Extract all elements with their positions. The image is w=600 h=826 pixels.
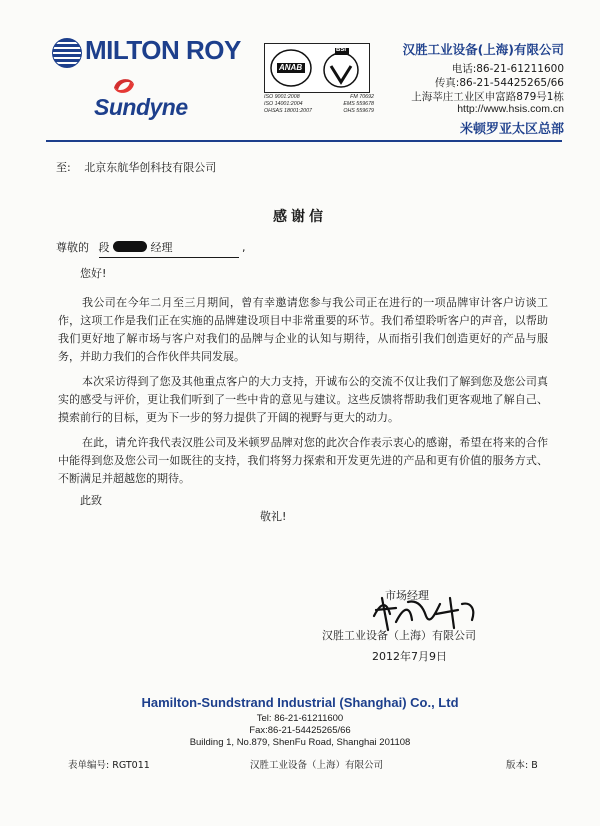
salutation (56, 239, 246, 258)
signer-company: 汉胜工业设备（上海）有限公司 (322, 629, 476, 642)
salutation-name: 段 (98, 241, 110, 254)
region-headquarters: 米顿罗亚太区总部 (459, 122, 564, 137)
milton-roy-logo (52, 35, 252, 68)
version: 版本: B (506, 760, 538, 771)
company-address: 上海莘庄工业区申富路879号1栋 (411, 91, 564, 103)
paragraph-1: 我公司在今年二月至三月期间，曾有幸邀请您参与我公司正在进行的一项品牌审计客户访谈工作，这项工作是我们正在实施的品牌建设项目中非常重要的环节。我们希望聆听客户的声音，以帮助我们更好地了解市场与客户对我们的品牌与企业的认知与期待，从而指引我们创造更好的产品与服务，并助力我们的合作伙伴共同发展。 (58, 296, 548, 363)
footer-company-en: Hamilton-Sundstrand Industrial (Shanghai) Co., Ltd (141, 695, 459, 710)
recipient-company: 北京东航华创科技有限公司 (84, 161, 217, 174)
sundyne-logo (90, 74, 210, 124)
recipient-label: 至: (56, 161, 71, 174)
paragraph-2: 本次采访得到了您及其他重点客户的大力支持，开诚布公的交流不仅让我们了解到您及您公司真实的感受与评价，更让我们听到了一些中肯的意见与建议。这些反馈将帮助我们更客观地了解自己、摸索前行的目标，更为下一步的努力提供了开阔的视野与更大的动力。 (58, 375, 548, 424)
phone-number: 电话:86-21-61211600 (451, 63, 564, 75)
milton-roy-wordmark: MILTON ROY (85, 35, 241, 65)
form-number: 表单编号: RGT011 (68, 760, 150, 771)
cert-row: OHSAS 18001:2007 OHS 559679 (264, 108, 374, 114)
company-name-cn: 汉胜工业设备(上海)有限公司 (402, 42, 564, 57)
certification-logos (264, 43, 370, 93)
footer-company-cn: 汉胜工业设备（上海）有限公司 (250, 760, 384, 771)
salutation-prefix: 尊敬的 (56, 241, 89, 254)
letter-date: 2012年7月9日 (372, 650, 447, 663)
bsi-label: BSI (336, 47, 347, 53)
fax-number: 传真:86-21-54425265/66 (434, 77, 564, 89)
closing-2: 敬礼! (260, 510, 287, 523)
salutation-suffix: , (242, 241, 246, 254)
greeting: 您好! (80, 267, 107, 280)
footer-fax: Fax:86-21-54425265/66 (249, 725, 351, 736)
header-divider (46, 140, 562, 142)
salutation-name-line (99, 239, 239, 258)
globe-icon (52, 38, 82, 68)
footer-address: Building 1, No.879, ShenFu Road, Shanghai 201108 (189, 737, 411, 748)
closing-1: 此致 (80, 494, 102, 507)
paragraph-3: 在此，请允许我代表汉胜公司及米顿罗品牌对您的此次合作表示衷心的感谢，希望在将来的合作中能得到您及您公司一如既往的支持，我们将努力探索和开发更先进的产品和更有价值的服务方式、不断满足并超越您的期待。 (58, 436, 548, 485)
cert-row: ISO 14001:2004 EMS 559678 (264, 101, 374, 107)
company-website: http://www.hsis.com.cn (457, 103, 564, 115)
cert-row: ISO 9001:2008 FM 70692 (264, 94, 374, 100)
redaction-mark (113, 241, 147, 252)
certification-numbers (264, 94, 374, 115)
letter-title: 感谢信 (273, 209, 327, 225)
sundyne-wordmark: Sundyne (94, 94, 188, 120)
recipient-line (56, 159, 216, 177)
signer-title: 市场经理 (385, 589, 429, 602)
salutation-title: 经理 (150, 241, 173, 254)
footer-tel: Tel: 86-21-61211600 (256, 713, 344, 724)
anab-label: ANAB (279, 63, 303, 72)
